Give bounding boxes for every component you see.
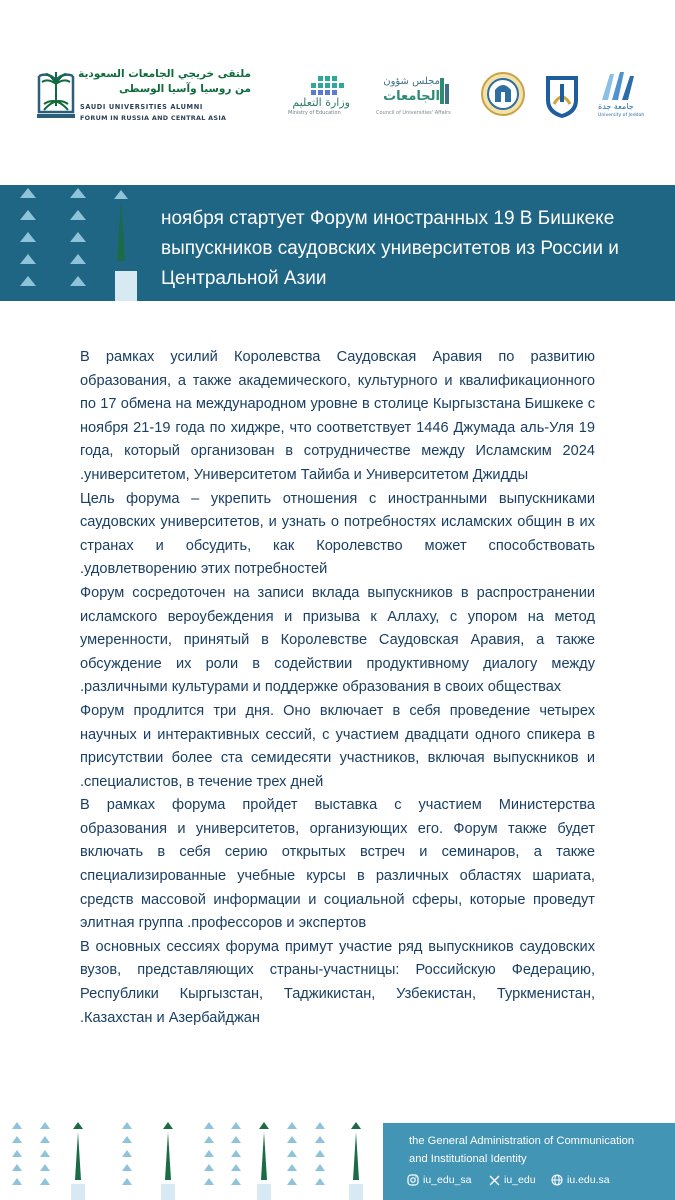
university-badge-icon (542, 70, 582, 120)
council-logo-icon (440, 78, 450, 104)
ministry-arabic-name: وزارة التعليم (292, 96, 350, 109)
banner-decoration (20, 185, 150, 301)
ministry-logo (284, 74, 350, 120)
article-paragraph: Форум сосредоточен на записи вклада выпускников в распространении исламского вероубеждения и призыва к Аллаху, с упором на метод умеренности, принятый в Королевстве Саудовская Аравия, а также обсуждение их роли в содействии продуктивному диалогу между .различными культурами и поддержке образования в своих обществах (80, 584, 595, 696)
forum-arabic-name: ملتقى خريجي الجامعات السعودية (78, 68, 251, 80)
website-url: iu.edu.sa (567, 1174, 610, 1186)
article-paragraph: В рамках усилий Королевства Саудовская Аравия по развитию образования, а также академического, культурного и квалификационного по 17 обмена на международном уровне в столице Кыргызстана Бишкеке с ноября 21-19 года по хиджре, что соответствует 1446 Джумада аль-Уля 19 года, который организован в сотрудничестве между Исламским 2024 .университетом, Университетом Тайиба и Университетом Джидды (80, 349, 595, 483)
ministry-english-name: Ministry of Education (288, 110, 341, 116)
article-paragraph: Форум продлится три дня. Оно включает в себя проведение четырех научных и интерактивных сессий, с участием двадцати одного спикера в присутствии более ста семидесяти участников, включая выпускников и .специалистов, в течение трех дней (80, 702, 595, 790)
forum-english-name: SAUDI UNIVERSITIES ALUMNI (80, 103, 203, 111)
banner-title: ноября стартует Форум иностранных 19 В Бишкеке выпускников саудовских университетов из России и Центральной Азии (161, 208, 619, 289)
article-paragraph: Цель форума – укрепить отношения с иностранными выпускниками саудовских университетов, и узнать о потребностях исламских общин в их странах и обсудить, как Королевство может способствовать .удовлетворению этих потребностей (80, 490, 595, 578)
website-link[interactable] (551, 1174, 610, 1186)
forum-logo (36, 66, 251, 128)
forum-arabic-subtitle: من روسيا وآسيا الوسطى (118, 83, 251, 95)
article-paragraph: В рамках форума пройдет выставка с участием Министерства образования и университетов, организующих его. Форум также будет включать в себя серию открытых встреч и семинаров, а также специализированные учебные курсы в различных областях шариата, средств массовой информации и социальной сферы, которые проведут элитная группа .профессоров и экспертов (80, 797, 595, 932)
council-logo (372, 76, 450, 120)
x-link[interactable] (489, 1174, 536, 1186)
article-paragraph: В основных сессиях форума примут участие ряд выпускников саудовских вузов, представляющих страны-участницы: Российскую Федерацию, Республики Кыргызстан, Таджикистан, Узбекистан, Туркменистан, .Казахстан и Азербайджан (80, 938, 595, 1026)
council-arabic-line1: مجلس شؤون (383, 76, 440, 87)
jeddah-arabic-name: جامعة جدة (598, 102, 634, 111)
council-arabic-line2: الجامعات (383, 89, 440, 104)
instagram-link[interactable] (407, 1174, 471, 1186)
forum-english-subtitle: FORUM IN RUSSIA AND CENTRAL ASIA (80, 114, 227, 122)
globe-icon (551, 1174, 563, 1186)
x-icon (489, 1175, 500, 1186)
article-body (80, 346, 595, 1030)
university-badge-icon (480, 70, 526, 118)
university-badge-icon (598, 70, 640, 102)
instagram-handle: iu_edu_sa (423, 1174, 472, 1186)
forum-emblem-icon (36, 66, 76, 122)
footer-department-line2: and Institutional Identity (409, 1153, 527, 1165)
footer-department-line1: the General Administration of Communication (409, 1135, 635, 1147)
ministry-logo-icon (284, 74, 350, 96)
instagram-icon (407, 1174, 419, 1186)
footer-contact-box (383, 1123, 675, 1200)
title-banner (0, 185, 675, 301)
header-logos (0, 0, 675, 185)
council-english-name: Council of Universities' Affairs (376, 110, 451, 116)
footer-decoration (0, 1118, 383, 1200)
x-handle: iu_edu (504, 1174, 536, 1186)
jeddah-english-name: University of Jeddah (598, 113, 645, 118)
